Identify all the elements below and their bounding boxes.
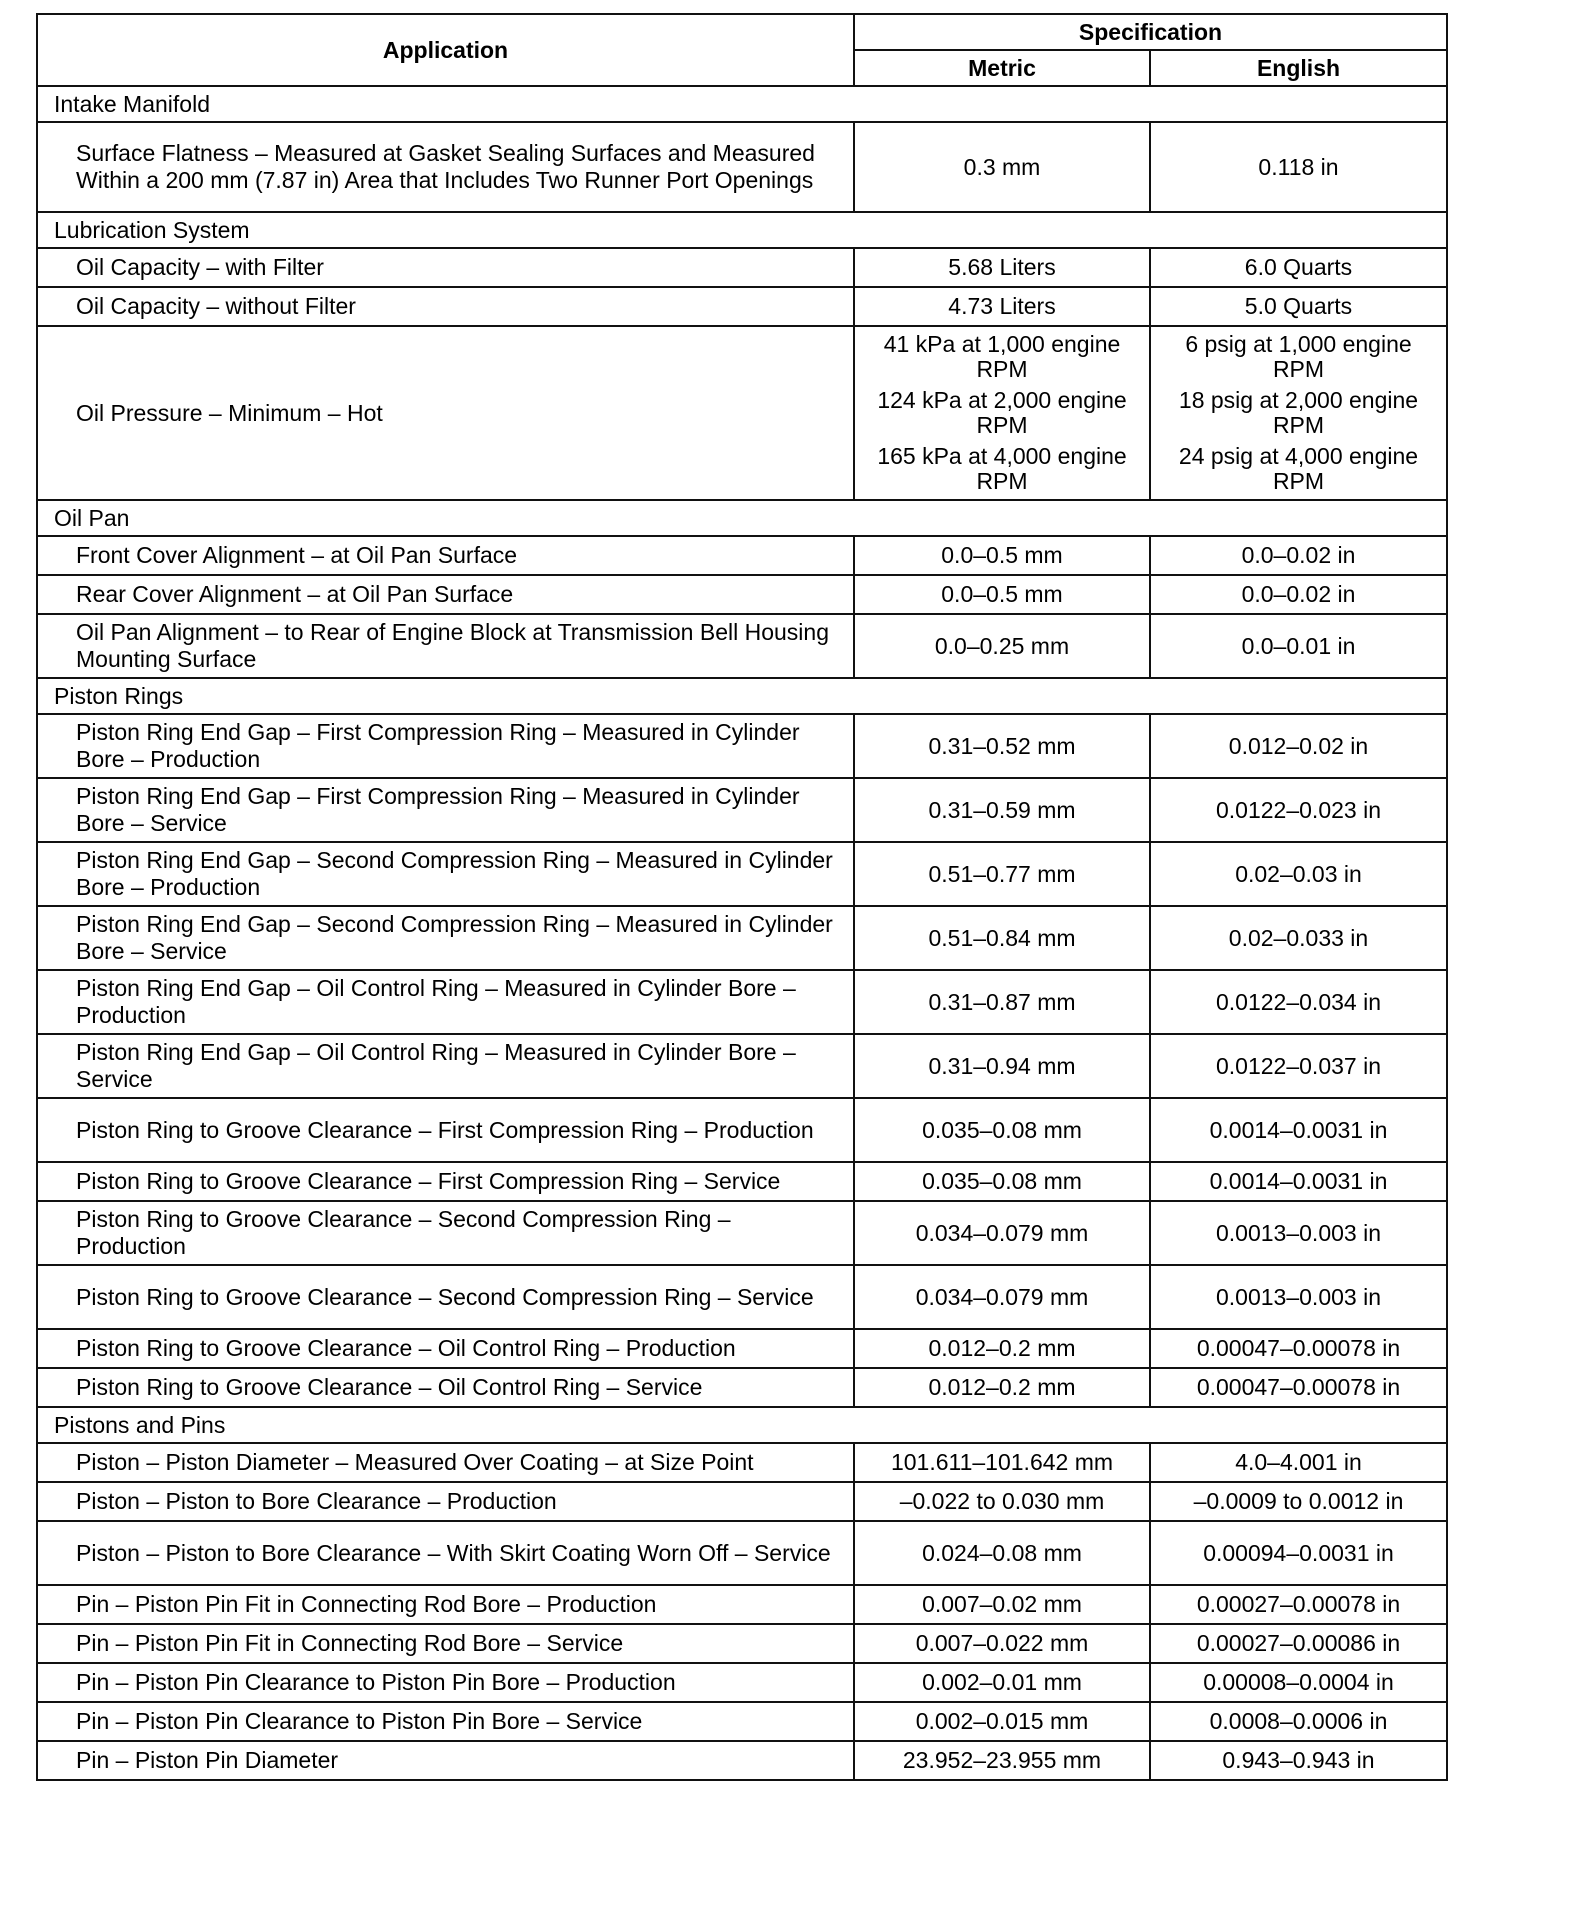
metric-cell: 0.31–0.52 mm: [854, 714, 1150, 778]
metric-cell: 0.034–0.079 mm: [854, 1201, 1150, 1265]
application-cell: Oil Pan Alignment – to Rear of Engine Block at Transmission Bell Housing Mounting Surface: [37, 614, 854, 678]
table-row: [37, 1329, 1447, 1368]
english-cell: 0.00094–0.0031 in: [1150, 1521, 1447, 1585]
metric-cell: 0.002–0.015 mm: [854, 1702, 1150, 1741]
table-row: [37, 906, 1447, 970]
table-row: [37, 326, 1447, 500]
application-cell: Piston Ring to Groove Clearance – First Compression Ring – Service: [37, 1162, 854, 1201]
metric-cell: 0.31–0.59 mm: [854, 778, 1150, 842]
application-cell: Pin – Piston Pin Fit in Connecting Rod Bore – Production: [37, 1585, 854, 1624]
metric-cell: 0.0–0.25 mm: [854, 614, 1150, 678]
specification-sheet: [36, 13, 1446, 1781]
metric-cell: 0.31–0.87 mm: [854, 970, 1150, 1034]
english-line: 6 psig at 1,000 engine RPM: [1185, 331, 1412, 382]
english-cell: 0.0122–0.037 in: [1150, 1034, 1447, 1098]
metric-cell: 0.035–0.08 mm: [854, 1162, 1150, 1201]
metric-cell: 23.952–23.955 mm: [854, 1741, 1150, 1780]
english-column-header: English: [1150, 50, 1447, 86]
metric-cell: 101.611–101.642 mm: [854, 1443, 1150, 1482]
english-cell: 6.0 Quarts: [1150, 248, 1447, 287]
metric-cell: 5.68 Liters: [854, 248, 1150, 287]
english-line: 18 psig at 2,000 engine RPM: [1178, 387, 1419, 438]
metric-cell: 0.035–0.08 mm: [854, 1098, 1150, 1162]
metric-line: 41 kPa at 1,000 engine RPM: [883, 331, 1121, 382]
english-cell: 4.0–4.001 in: [1150, 1443, 1447, 1482]
table-row: [37, 714, 1447, 778]
application-cell: Piston – Piston Diameter – Measured Over Coating – at Size Point: [37, 1443, 854, 1482]
english-cell: 5.0 Quarts: [1150, 287, 1447, 326]
metric-cell: 0.51–0.77 mm: [854, 842, 1150, 906]
english-cell: 0.0–0.02 in: [1150, 575, 1447, 614]
table-row: [37, 1368, 1447, 1407]
english-cell: [1150, 326, 1447, 500]
application-cell: Piston Ring End Gap – Oil Control Ring – Measured in Cylinder Bore – Service: [37, 1034, 854, 1098]
category-label: Intake Manifold: [37, 86, 1447, 122]
table-row: [37, 1624, 1447, 1663]
table-row: [37, 287, 1447, 326]
metric-cell: 0.012–0.2 mm: [854, 1368, 1150, 1407]
category-row: [37, 500, 1447, 536]
metric-cell: 0.31–0.94 mm: [854, 1034, 1150, 1098]
table-body: [37, 86, 1447, 1780]
application-cell: Piston Ring to Groove Clearance – Second Compression Ring – Production: [37, 1201, 854, 1265]
metric-line: 165 kPa at 4,000 engine RPM: [877, 443, 1127, 494]
application-cell: Pin – Piston Pin Fit in Connecting Rod Bore – Service: [37, 1624, 854, 1663]
english-cell: 0.0013–0.003 in: [1150, 1201, 1447, 1265]
application-cell: Piston Ring to Groove Clearance – First Compression Ring – Production: [37, 1098, 854, 1162]
table-row: [37, 1098, 1447, 1162]
table-row: [37, 248, 1447, 287]
application-cell: Oil Capacity – with Filter: [37, 248, 854, 287]
application-cell: Piston Ring to Groove Clearance – Oil Control Ring – Service: [37, 1368, 854, 1407]
application-cell: Piston – Piston to Bore Clearance – With Skirt Coating Worn Off – Service: [37, 1521, 854, 1585]
table-row: [37, 1162, 1447, 1201]
metric-cell: 0.0–0.5 mm: [854, 536, 1150, 575]
category-row: [37, 678, 1447, 714]
category-row: [37, 212, 1447, 248]
table-row: [37, 1663, 1447, 1702]
english-cell: 0.00047–0.00078 in: [1150, 1329, 1447, 1368]
specification-column-header: Specification: [854, 14, 1447, 50]
table-header: [37, 14, 1447, 86]
category-label: Pistons and Pins: [37, 1407, 1447, 1443]
english-cell: 0.02–0.03 in: [1150, 842, 1447, 906]
application-cell: Piston Ring End Gap – First Compression Ring – Measured in Cylinder Bore – Service: [37, 778, 854, 842]
application-cell: Piston – Piston to Bore Clearance – Production: [37, 1482, 854, 1521]
application-cell: Rear Cover Alignment – at Oil Pan Surface: [37, 575, 854, 614]
metric-cell: 0.012–0.2 mm: [854, 1329, 1150, 1368]
metric-cell: 0.007–0.022 mm: [854, 1624, 1150, 1663]
table-row: [37, 1585, 1447, 1624]
english-cell: 0.00027–0.00078 in: [1150, 1585, 1447, 1624]
english-cell: 0.0–0.01 in: [1150, 614, 1447, 678]
application-cell: Pin – Piston Pin Clearance to Piston Pin Bore – Service: [37, 1702, 854, 1741]
table-row: [37, 1443, 1447, 1482]
metric-column-header: Metric: [854, 50, 1150, 86]
table-row: [37, 1034, 1447, 1098]
english-cell: 0.0014–0.0031 in: [1150, 1098, 1447, 1162]
metric-cell: 0.024–0.08 mm: [854, 1521, 1150, 1585]
metric-cell: 0.034–0.079 mm: [854, 1265, 1150, 1329]
application-cell: Front Cover Alignment – at Oil Pan Surface: [37, 536, 854, 575]
application-cell: Piston Ring End Gap – Oil Control Ring – Measured in Cylinder Bore – Production: [37, 970, 854, 1034]
english-cell: 0.012–0.02 in: [1150, 714, 1447, 778]
english-cell: 0.02–0.033 in: [1150, 906, 1447, 970]
english-cell: 0.118 in: [1150, 122, 1447, 212]
table-row: [37, 122, 1447, 212]
metric-cell: 0.002–0.01 mm: [854, 1663, 1150, 1702]
category-label: Piston Rings: [37, 678, 1447, 714]
english-line: 24 psig at 4,000 engine RPM: [1178, 443, 1419, 494]
category-row: [37, 1407, 1447, 1443]
english-cell: 0.00008–0.0004 in: [1150, 1663, 1447, 1702]
table-row: [37, 1702, 1447, 1741]
application-cell: Piston Ring to Groove Clearance – Oil Control Ring – Production: [37, 1329, 854, 1368]
table-row: [37, 1482, 1447, 1521]
english-cell: 0.0008–0.0006 in: [1150, 1702, 1447, 1741]
table-row: [37, 970, 1447, 1034]
application-cell: Pin – Piston Pin Clearance to Piston Pin Bore – Production: [37, 1663, 854, 1702]
table-row: [37, 614, 1447, 678]
application-cell: Piston Ring End Gap – Second Compression Ring – Measured in Cylinder Bore – Service: [37, 906, 854, 970]
table-row: [37, 1201, 1447, 1265]
table-row: [37, 575, 1447, 614]
english-cell: 0.00027–0.00086 in: [1150, 1624, 1447, 1663]
metric-cell: 4.73 Liters: [854, 287, 1150, 326]
table-row: [37, 1521, 1447, 1585]
english-cell: 0.0–0.02 in: [1150, 536, 1447, 575]
metric-cell: 0.0–0.5 mm: [854, 575, 1150, 614]
english-cell: 0.0014–0.0031 in: [1150, 1162, 1447, 1201]
application-cell: Surface Flatness – Measured at Gasket Sealing Surfaces and Measured Within a 200 mm (7.87 in) Area that Includes Two Runner Port Openings: [37, 122, 854, 212]
english-cell: 0.0013–0.003 in: [1150, 1265, 1447, 1329]
metric-cell: 0.3 mm: [854, 122, 1150, 212]
metric-cell: 0.007–0.02 mm: [854, 1585, 1150, 1624]
metric-line: 124 kPa at 2,000 engine RPM: [877, 387, 1127, 438]
application-cell: Piston Ring to Groove Clearance – Second Compression Ring – Service: [37, 1265, 854, 1329]
english-cell: 0.00047–0.00078 in: [1150, 1368, 1447, 1407]
application-column-header: Application: [37, 14, 854, 86]
application-cell: Pin – Piston Pin Diameter: [37, 1741, 854, 1780]
metric-cell: –0.022 to 0.030 mm: [854, 1482, 1150, 1521]
table-row: [37, 1741, 1447, 1780]
table-row: [37, 842, 1447, 906]
application-cell: Piston Ring End Gap – First Compression Ring – Measured in Cylinder Bore – Production: [37, 714, 854, 778]
category-label: Oil Pan: [37, 500, 1447, 536]
metric-cell: [854, 326, 1150, 500]
english-cell: –0.0009 to 0.0012 in: [1150, 1482, 1447, 1521]
table-row: [37, 536, 1447, 575]
english-cell: 0.943–0.943 in: [1150, 1741, 1447, 1780]
application-cell: Oil Capacity – without Filter: [37, 287, 854, 326]
metric-cell: 0.51–0.84 mm: [854, 906, 1150, 970]
category-label: Lubrication System: [37, 212, 1447, 248]
table-row: [37, 1265, 1447, 1329]
specification-table: [36, 13, 1448, 1781]
english-cell: 0.0122–0.034 in: [1150, 970, 1447, 1034]
english-cell: 0.0122–0.023 in: [1150, 778, 1447, 842]
application-cell: Oil Pressure – Minimum – Hot: [37, 326, 854, 500]
application-cell: Piston Ring End Gap – Second Compression Ring – Measured in Cylinder Bore – Production: [37, 842, 854, 906]
category-row: [37, 86, 1447, 122]
table-row: [37, 778, 1447, 842]
